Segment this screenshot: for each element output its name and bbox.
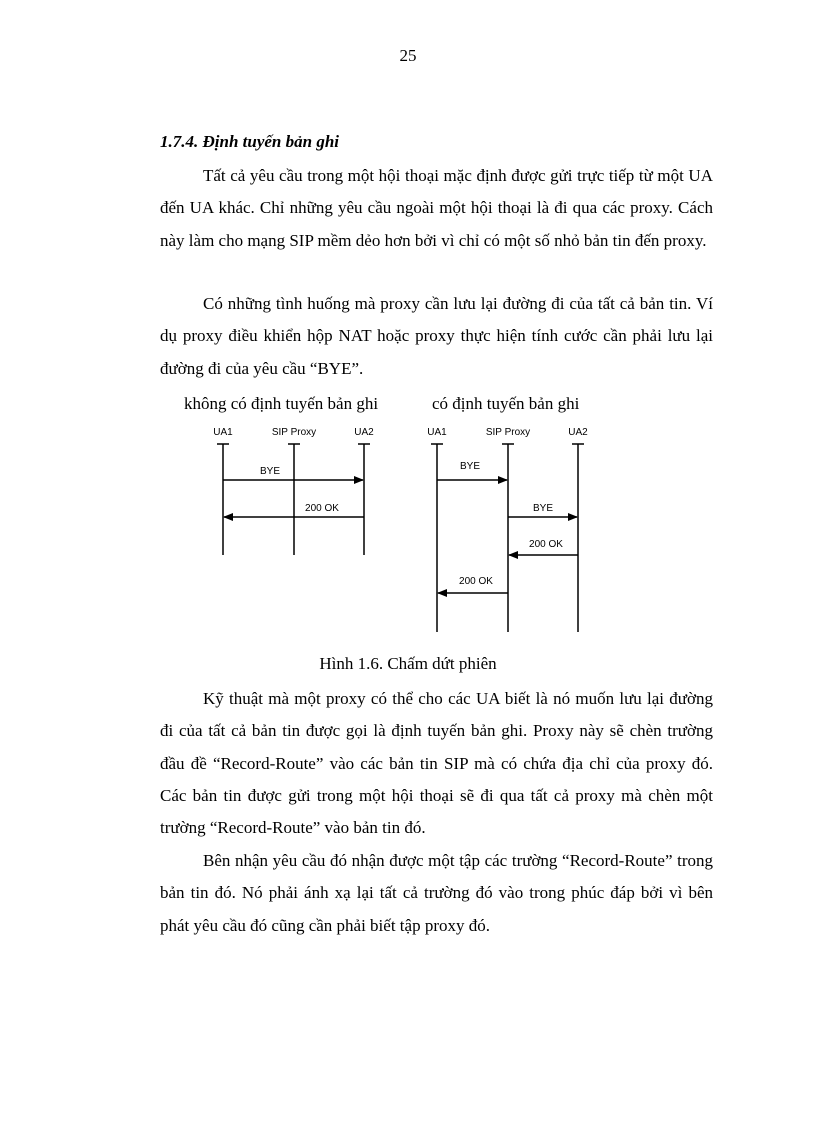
message-label-200-ok: 200 OK xyxy=(305,503,339,514)
diagram-with-record-route xyxy=(427,427,588,632)
section-heading: 1.7.4. Định tuyến bản ghi xyxy=(160,132,340,151)
participant-label: SIP Proxy xyxy=(485,427,531,438)
message-label-200-ok: 200 OK xyxy=(459,576,493,587)
paragraph: Bên nhận yêu cầu đó nhận được một tập các trường “Record-Route” trong bản tin đó. Nó phải ánh xạ lại tất cả trường đó vào trong phúc đáp bởi vì bên phát yêu cầu đó cũng cần phải biết tập proxy đó. xyxy=(160,851,713,935)
participant-label: UA2 xyxy=(354,427,374,438)
participant-label: UA2 xyxy=(568,427,588,438)
page-number: 25 xyxy=(399,46,417,65)
message-label-200-ok: 200 OK xyxy=(529,539,563,550)
diagram-without-record-route xyxy=(213,427,374,555)
message-label-bye: BYE xyxy=(459,461,481,472)
participant-label: UA1 xyxy=(427,427,447,438)
paragraph: Kỹ thuật mà một proxy có thể cho các UA biết là nó muốn lưu lại đường đi của tất cả bản tin được gọi là định tuyến bản ghi. Proxy này sẽ chèn trường đầu đề “Record-Route” vào các bản tin SIP mà có chứa địa chỉ của proxy đó. Các bản tin được gửi trong một hội thoại sẽ đi qua tất cả proxy mà chèn một trường “Record-Route” vào bản tin đó. xyxy=(160,689,713,838)
message-label-bye: BYE xyxy=(259,466,281,477)
message-label-bye: BYE xyxy=(532,503,554,514)
paragraph: Tất cả yêu cầu trong một hội thoại mặc định được gửi trực tiếp từ một UA đến UA khác. Chỉ những yêu cầu ngoài một hội thoại là đi qua các proxy. Cách này làm cho mạng SIP mềm dẻo hơn bởi vì chỉ có một số nhỏ bản tin đến proxy. xyxy=(160,166,713,250)
diagram-title-with-record-route: có định tuyến bản ghi xyxy=(432,394,580,413)
figure-caption: Hình 1.6. Chấm dứt phiên xyxy=(319,654,497,673)
participant-label: UA1 xyxy=(213,427,233,438)
participant-label: SIP Proxy xyxy=(271,427,317,438)
diagram-title-without-record-route: không có định tuyến bản ghi xyxy=(184,394,379,413)
paragraph: Có những tình huống mà proxy cần lưu lại đường đi của tất cả bản tin. Ví dụ proxy điều khiển hộp NAT hoặc proxy thực hiện tính cước cần phải lưu lại đường đi của yêu cầu “BYE”. xyxy=(160,294,713,378)
